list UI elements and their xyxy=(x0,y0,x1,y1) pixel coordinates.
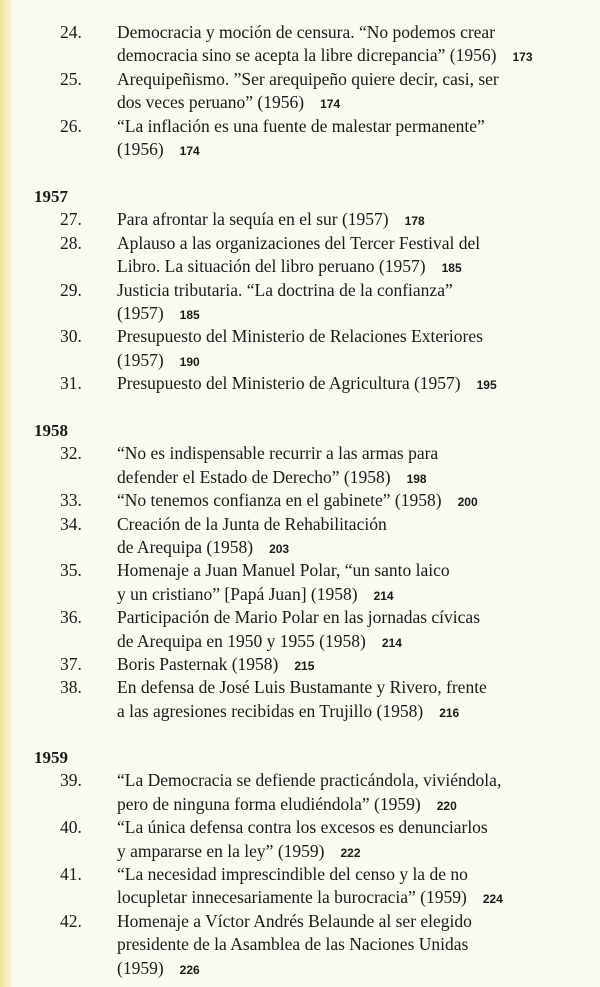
entry-title-line xyxy=(117,793,457,818)
entry-number: 28. xyxy=(60,232,82,253)
entry-title-line xyxy=(117,676,487,699)
entry-number: 39. xyxy=(60,770,82,791)
entry-title-line xyxy=(117,115,485,138)
entry-title-text: (1957) xyxy=(117,349,164,370)
entry-page-number: 190 xyxy=(179,354,200,369)
entry-title-line xyxy=(117,442,438,465)
entry-title-line xyxy=(117,957,200,982)
entry-number: 31. xyxy=(60,373,82,394)
entry-title-text: Participación de Mario Polar en las jornadas cívicas xyxy=(117,607,481,628)
section-year-heading: 1959 xyxy=(34,748,68,767)
entry-number: 24. xyxy=(60,22,82,42)
entry-title-line xyxy=(117,863,468,886)
entry-title-text: Para afrontar la sequía en el sur (1957) xyxy=(117,209,389,230)
entry-title-text: y ampararse en la ley” (1959) xyxy=(117,840,325,861)
entry-number: 37. xyxy=(60,654,82,674)
entry-title-text: “La única defensa contra los excesos es denunciarlos xyxy=(117,817,488,838)
entry-page-number: 200 xyxy=(457,495,478,510)
entry-number: 29. xyxy=(60,279,82,300)
entry-title-line xyxy=(117,583,394,608)
entry-number: 36. xyxy=(60,607,82,628)
entry-title-line xyxy=(117,536,289,561)
entry-number: 42. xyxy=(60,910,82,931)
entry-title-text: “La inflación es una fuente de malestar permanente” xyxy=(117,115,485,136)
entry-title-text: democracia sino se acepta la libre dicrepancia” (1956) xyxy=(117,45,497,66)
entry-page-number: 195 xyxy=(476,378,497,393)
entry-title-line xyxy=(117,513,387,536)
entry-page-number: 224 xyxy=(482,892,503,907)
entry-title-line xyxy=(117,606,480,629)
entry-number: 33. xyxy=(60,490,82,511)
entry-title-text: Homenaje a Juan Manuel Polar, “un santo laico xyxy=(117,560,450,581)
section-year-heading: 1958 xyxy=(34,421,68,440)
entry-page-number: 185 xyxy=(179,308,200,322)
entry-page-number: 174 xyxy=(179,144,200,158)
entry-title-text: “La necesidad imprescindible del censo y la de no xyxy=(117,864,468,884)
entry-title-line xyxy=(117,68,499,91)
entry-page-number: 226 xyxy=(179,962,200,977)
entry-title-text: “La Democracia se defiende practicándola, viviéndola, xyxy=(117,770,502,791)
page-edge-stain xyxy=(0,0,14,987)
entry-title-text: Creación de la Junta de Rehabilitación xyxy=(117,513,387,534)
entry-title-text: pero de ninguna forma eludiéndola” (1959) xyxy=(117,793,421,814)
entry-title-text: Presupuesto del Ministerio de Agricultura (1957) xyxy=(117,373,461,394)
entry-title-line xyxy=(117,21,495,44)
entry-title-text: “No tenemos confianza en el gabinete” (1958) xyxy=(117,490,442,511)
entry-page-number: 216 xyxy=(439,705,460,720)
entry-title-text: Homenaje a Víctor Andrés Belaunde al ser elegido xyxy=(117,910,472,931)
entry-title-text: (1957) xyxy=(117,303,164,323)
entry-page-number: 178 xyxy=(404,214,425,229)
entry-page-number: 222 xyxy=(340,845,361,860)
entry-title-line xyxy=(117,816,488,839)
entry-title-line xyxy=(117,349,200,374)
entry-title-text: de Arequipa (1958) xyxy=(117,537,254,557)
entry-title-text: dos veces peruano” (1956) xyxy=(117,92,305,113)
entry-title-line xyxy=(117,44,533,69)
entry-title-line xyxy=(117,138,200,163)
entry-title-line xyxy=(117,279,453,302)
entry-title-line xyxy=(117,700,459,725)
entry-page-number: 198 xyxy=(406,471,427,486)
entry-number: 35. xyxy=(60,560,82,581)
entry-title-text: Democracia y moción de censura. “No podemos crear xyxy=(117,22,496,42)
entry-title-text: de Arequipa en 1950 y 1955 (1958) xyxy=(117,630,366,651)
entry-page-number: 215 xyxy=(294,659,315,673)
entry-title-line xyxy=(117,372,497,397)
entry-page-number: 220 xyxy=(436,798,457,813)
entry-title-text: Boris Pasternak (1958) xyxy=(117,654,279,674)
entry-title-text: Justicia tributaria. “La doctrina de la confianza” xyxy=(117,279,453,300)
entry-number: 32. xyxy=(60,443,82,464)
entry-number: 25. xyxy=(60,68,82,89)
entry-number: 34. xyxy=(60,513,82,534)
entry-title-text: Arequipeñismo. ”Ser arequipeño quiere decir, casi, ser xyxy=(117,68,499,89)
entry-title-line xyxy=(117,232,480,255)
entry-title-line xyxy=(117,769,501,792)
entry-number: 40. xyxy=(60,817,82,838)
entry-title-line xyxy=(117,255,462,280)
entry-number: 38. xyxy=(60,677,82,698)
entry-page-number: 185 xyxy=(441,261,462,276)
entry-title-line xyxy=(117,886,503,911)
entry-number: 30. xyxy=(60,326,82,347)
entry-title-line xyxy=(117,933,468,956)
entry-page-number: 173 xyxy=(512,50,533,65)
entry-page-number: 203 xyxy=(269,542,290,556)
entry-title-text: presidente de la Asamblea de las Naciones Unidas xyxy=(117,934,469,955)
entry-title-line xyxy=(117,559,450,582)
entry-title-text: (1956) xyxy=(117,139,164,159)
entry-title-line xyxy=(117,325,483,348)
entry-title-line xyxy=(117,302,200,327)
entry-title-text: defender el Estado de Derecho” (1958) xyxy=(117,466,391,487)
entry-title-text: En defensa de José Luis Bustamante y Rivero, frente xyxy=(117,677,487,698)
entry-title-line xyxy=(117,653,314,678)
entry-title-text: a las agresiones recibidas en Trujillo (1958) xyxy=(117,700,424,721)
entry-page-number: 214 xyxy=(373,588,394,603)
entry-title-line xyxy=(117,466,427,491)
entry-title-line xyxy=(117,910,472,933)
entry-number: 27. xyxy=(60,209,82,230)
entry-title-line xyxy=(117,630,402,655)
entry-title-text: Libro. La situación del libro peruano (1957) xyxy=(117,256,426,277)
entry-title-line xyxy=(117,489,478,514)
entry-page-number: 214 xyxy=(381,635,402,650)
entry-title-line xyxy=(117,208,425,233)
entry-number: 26. xyxy=(60,115,82,136)
entry-title-text: (1959) xyxy=(117,957,164,978)
section-year-heading: 1957 xyxy=(34,187,68,206)
entry-title-line xyxy=(117,840,361,865)
entry-page-number: 174 xyxy=(320,97,341,112)
entry-title-text: y un cristiano” [Papá Juan] (1958) xyxy=(117,583,358,604)
entry-title-line xyxy=(117,91,340,116)
entry-title-text: Aplauso a las organizaciones del Tercer Festival del xyxy=(117,232,481,253)
entry-title-text: Presupuesto del Ministerio de Relaciones Exteriores xyxy=(117,326,483,347)
entry-number: 41. xyxy=(60,864,82,884)
entry-title-text: locupletar innecesariamente la burocracia” (1959) xyxy=(117,887,467,908)
entry-title-text: “No es indispensable recurrir a las armas para xyxy=(117,443,439,464)
